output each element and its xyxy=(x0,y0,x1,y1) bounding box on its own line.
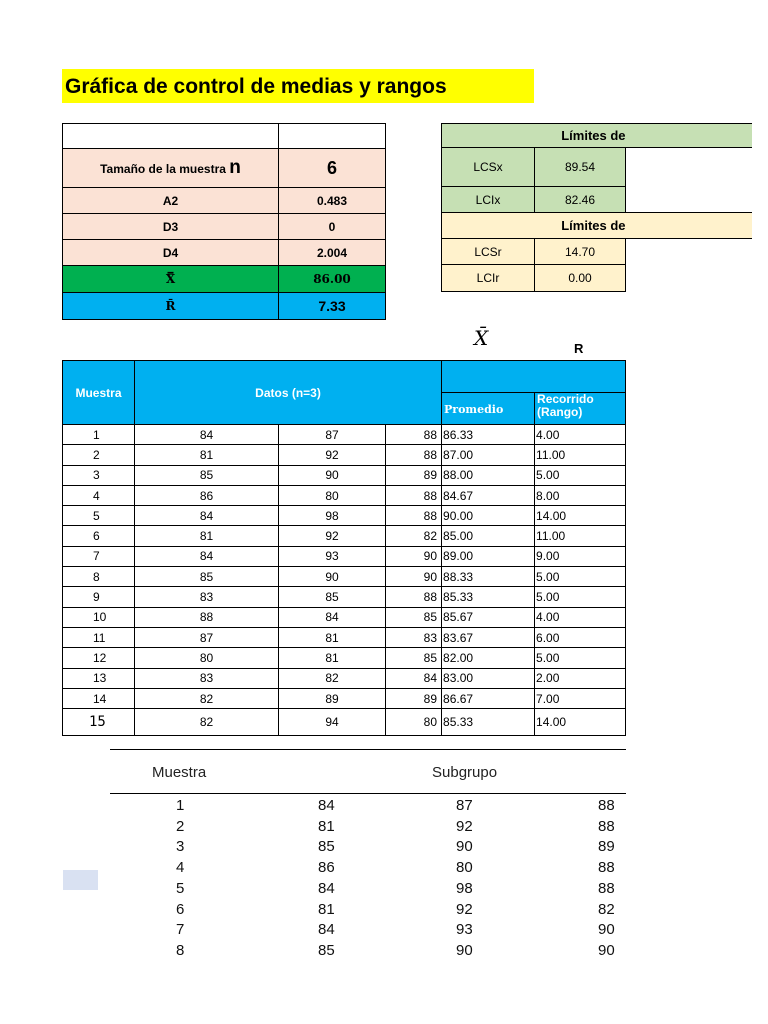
sample-range[interactable]: 6.00 xyxy=(535,627,626,647)
data-value-3[interactable]: 88 xyxy=(386,485,442,505)
data-value-1[interactable]: 88 xyxy=(135,607,279,627)
params-empty-cell[interactable] xyxy=(279,124,386,149)
sample-range[interactable]: 4.00 xyxy=(535,425,626,445)
subgroup-value: 81 xyxy=(318,817,335,835)
list-item xyxy=(0,942,768,963)
subgroup-header-rule xyxy=(110,793,626,794)
xbar-value[interactable]: 86.00 xyxy=(279,266,386,293)
subgroup-header-subgrupo: Subgrupo xyxy=(432,764,498,781)
data-value-2[interactable]: 89 xyxy=(279,688,386,708)
data-value-1[interactable]: 82 xyxy=(135,709,279,736)
data-value-2[interactable]: 82 xyxy=(279,668,386,688)
subgroup-header-muestra: Muestra xyxy=(152,764,207,781)
subgroup-value: 90 xyxy=(456,838,473,856)
control-limits-table xyxy=(441,123,752,292)
table-row xyxy=(63,546,626,566)
rbar-value[interactable]: 7.33 xyxy=(279,293,386,320)
d3-label[interactable]: D3 xyxy=(63,214,279,240)
sample-size-label: Tamaño de la muestra xyxy=(100,162,226,176)
data-value-3[interactable]: 88 xyxy=(386,445,442,465)
data-value-1[interactable]: 85 xyxy=(135,465,279,485)
sample-data-table xyxy=(62,360,626,736)
sample-average[interactable]: 90.00 xyxy=(442,506,535,526)
header-recorrido[interactable]: Recorrido (Rango) xyxy=(535,393,626,425)
sample-number[interactable]: 4 xyxy=(63,485,135,505)
params-empty-cell[interactable] xyxy=(63,124,279,149)
page-title: Gráfica de control de medias y rangos xyxy=(62,69,534,103)
sample-range[interactable]: 5.00 xyxy=(535,567,626,587)
data-value-3[interactable]: 80 xyxy=(386,709,442,736)
lcsr-label[interactable]: LCSr xyxy=(442,239,535,265)
list-item xyxy=(0,901,768,922)
subgroup-value: 92 xyxy=(456,817,473,835)
sample-average[interactable]: 83.67 xyxy=(442,627,535,647)
table-row xyxy=(63,465,626,485)
lcsx-label[interactable]: LCSx xyxy=(442,148,535,187)
sample-average[interactable]: 85.33 xyxy=(442,587,535,607)
list-item xyxy=(0,818,768,839)
subgroup-top-rule xyxy=(110,749,626,750)
subgroup-value: 88 xyxy=(598,817,615,835)
sample-number[interactable]: 6 xyxy=(63,526,135,546)
subgroup-value: 90 xyxy=(598,921,615,939)
data-value-1[interactable]: 84 xyxy=(135,506,279,526)
sample-range[interactable]: 11.00 xyxy=(535,445,626,465)
subgroup-value: 88 xyxy=(598,797,615,814)
sample-number[interactable]: 10 xyxy=(63,607,135,627)
table-row xyxy=(63,709,626,736)
sample-number[interactable]: 11 xyxy=(63,627,135,647)
subgroup-sample-number: 2 xyxy=(176,817,185,835)
parameters-table xyxy=(62,123,386,320)
data-value-3[interactable]: 85 xyxy=(386,607,442,627)
sample-number[interactable]: 5 xyxy=(63,506,135,526)
data-value-1[interactable]: 83 xyxy=(135,587,279,607)
rbar-symbol[interactable]: R̄ xyxy=(63,293,279,320)
data-value-2[interactable]: 81 xyxy=(279,627,386,647)
subgroup-value: 93 xyxy=(456,921,473,939)
sample-average[interactable]: 88.00 xyxy=(442,465,535,485)
header-blank[interactable] xyxy=(442,361,626,393)
subgroup-value: 86 xyxy=(318,859,335,877)
sample-number[interactable]: 3 xyxy=(63,465,135,485)
sample-range[interactable]: 14.00 xyxy=(535,709,626,736)
sample-average[interactable]: 84.67 xyxy=(442,485,535,505)
table-row xyxy=(63,425,626,445)
subgroup-sample-number: 5 xyxy=(176,879,185,897)
sample-number[interactable]: 9 xyxy=(63,587,135,607)
xbar-column-symbol: X̄ xyxy=(474,326,489,350)
data-value-1[interactable]: 87 xyxy=(135,627,279,647)
x-limits-header[interactable]: Límites de xyxy=(442,124,752,148)
data-value-3[interactable]: 89 xyxy=(386,688,442,708)
subgroup-sample-number: 6 xyxy=(176,900,185,918)
sample-average[interactable]: 88.33 xyxy=(442,567,535,587)
d4-label[interactable]: D4 xyxy=(63,240,279,266)
data-value-2[interactable]: 92 xyxy=(279,445,386,465)
sample-range[interactable]: 7.00 xyxy=(535,688,626,708)
data-value-2[interactable]: 92 xyxy=(279,526,386,546)
subgroup-table-body xyxy=(0,796,768,959)
data-value-2[interactable]: 87 xyxy=(279,425,386,445)
list-item xyxy=(0,838,768,859)
sample-range[interactable]: 11.00 xyxy=(535,526,626,546)
table-row xyxy=(63,688,626,708)
list-item xyxy=(0,921,768,942)
table-row xyxy=(63,648,626,668)
subgroup-sample-number: 7 xyxy=(176,921,185,939)
table-row xyxy=(63,445,626,465)
subgroup-value: 92 xyxy=(456,900,473,918)
xbar-symbol[interactable]: X̿ xyxy=(63,266,279,293)
data-value-2[interactable]: 84 xyxy=(279,607,386,627)
data-value-2[interactable]: 98 xyxy=(279,506,386,526)
sample-number[interactable]: 13 xyxy=(63,668,135,688)
sample-average[interactable]: 86.67 xyxy=(442,688,535,708)
subgroup-value: 82 xyxy=(598,900,615,918)
subgroup-value: 90 xyxy=(598,941,615,959)
sample-size-value[interactable]: 6 xyxy=(279,149,386,188)
data-value-3[interactable]: 84 xyxy=(386,668,442,688)
data-value-3[interactable]: 88 xyxy=(386,506,442,526)
subgroup-value: 90 xyxy=(456,941,473,959)
table-row xyxy=(63,587,626,607)
sample-range[interactable]: 8.00 xyxy=(535,485,626,505)
sample-number[interactable]: 1 xyxy=(63,425,135,445)
data-value-2[interactable]: 94 xyxy=(279,709,386,736)
table-row xyxy=(63,668,626,688)
subgroup-value: 88 xyxy=(598,859,615,877)
subgroup-value: 80 xyxy=(456,859,473,877)
data-value-1[interactable]: 83 xyxy=(135,668,279,688)
sample-range[interactable]: 5.00 xyxy=(535,587,626,607)
data-value-2[interactable]: 85 xyxy=(279,587,386,607)
sample-average[interactable]: 85.67 xyxy=(442,607,535,627)
data-value-3[interactable]: 89 xyxy=(386,465,442,485)
data-value-3[interactable]: 90 xyxy=(386,546,442,566)
sample-range[interactable]: 14.00 xyxy=(535,506,626,526)
sample-range[interactable]: 5.00 xyxy=(535,648,626,668)
sample-size-label-cell[interactable] xyxy=(63,149,279,188)
d4-value[interactable]: 2.004 xyxy=(279,240,386,266)
table-row xyxy=(63,567,626,587)
subgroup-value: 85 xyxy=(318,838,335,856)
sample-average[interactable]: 86.33 xyxy=(442,425,535,445)
data-value-1[interactable]: 81 xyxy=(135,445,279,465)
data-value-2[interactable]: 90 xyxy=(279,567,386,587)
data-value-1[interactable]: 81 xyxy=(135,526,279,546)
sample-number[interactable]: 12 xyxy=(63,648,135,668)
sample-number[interactable]: 2 xyxy=(63,445,135,465)
sample-range[interactable]: 5.00 xyxy=(535,465,626,485)
sample-average[interactable]: 85.33 xyxy=(442,709,535,736)
subgroup-value: 89 xyxy=(598,838,615,856)
sample-number[interactable]: 14 xyxy=(63,688,135,708)
data-value-3[interactable]: 85 xyxy=(386,648,442,668)
table-row xyxy=(63,627,626,647)
data-value-1[interactable]: 82 xyxy=(135,688,279,708)
data-value-1[interactable]: 80 xyxy=(135,648,279,668)
data-value-2[interactable]: 93 xyxy=(279,546,386,566)
list-item xyxy=(0,797,768,818)
table-row xyxy=(63,506,626,526)
data-value-2[interactable]: 80 xyxy=(279,485,386,505)
subgroup-sample-number: 1 xyxy=(176,797,185,814)
sample-average[interactable]: 87.00 xyxy=(442,445,535,465)
data-value-1[interactable]: 85 xyxy=(135,567,279,587)
subgroup-value: 85 xyxy=(318,941,335,959)
table-row xyxy=(63,607,626,627)
a2-value[interactable]: 0.483 xyxy=(279,188,386,214)
header-promedio[interactable]: Promedio xyxy=(442,393,535,425)
table-row xyxy=(63,526,626,546)
data-value-2[interactable]: 81 xyxy=(279,648,386,668)
a2-label[interactable]: A2 xyxy=(63,188,279,214)
data-value-3[interactable]: 88 xyxy=(386,587,442,607)
data-value-1[interactable]: 84 xyxy=(135,425,279,445)
data-value-3[interactable]: 83 xyxy=(386,627,442,647)
header-datos[interactable]: Datos (n=3) xyxy=(135,361,442,425)
lcir-value[interactable]: 0.00 xyxy=(535,265,626,292)
table-row xyxy=(63,485,626,505)
subgroup-value: 98 xyxy=(456,879,473,897)
selected-cell[interactable] xyxy=(63,870,98,890)
data-value-3[interactable]: 90 xyxy=(386,567,442,587)
sample-number[interactable]: 7 xyxy=(63,546,135,566)
lcir-label[interactable]: LCIr xyxy=(442,265,535,292)
data-value-1[interactable]: 84 xyxy=(135,546,279,566)
list-item xyxy=(0,880,768,901)
sample-size-symbol: n xyxy=(229,157,241,178)
r-limits-header[interactable]: Límites de xyxy=(442,213,752,239)
subgroup-value: 84 xyxy=(318,879,335,897)
subgroup-sample-number: 4 xyxy=(176,859,185,877)
lcsr-value[interactable]: 14.70 xyxy=(535,239,626,265)
subgroup-value: 87 xyxy=(456,797,473,814)
sample-range[interactable]: 2.00 xyxy=(535,668,626,688)
list-item xyxy=(0,859,768,880)
sample-number[interactable]: 15 xyxy=(63,709,135,736)
sample-average[interactable]: 83.00 xyxy=(442,668,535,688)
sample-average[interactable]: 89.00 xyxy=(442,546,535,566)
header-muestra[interactable]: Muestra xyxy=(63,361,135,425)
sample-range[interactable]: 9.00 xyxy=(535,546,626,566)
subgroup-value: 84 xyxy=(318,797,335,814)
lcix-label[interactable]: LCIx xyxy=(442,187,535,213)
data-value-3[interactable]: 88 xyxy=(386,425,442,445)
range-column-symbol: R xyxy=(574,341,584,356)
sample-number[interactable]: 8 xyxy=(63,567,135,587)
subgroup-sample-number: 8 xyxy=(176,941,185,959)
d3-value[interactable]: 0 xyxy=(279,214,386,240)
data-value-1[interactable]: 86 xyxy=(135,485,279,505)
data-value-3[interactable]: 82 xyxy=(386,526,442,546)
subgroup-value: 88 xyxy=(598,879,615,897)
lcsx-value[interactable]: 89.54 xyxy=(535,148,626,187)
subgroup-value: 81 xyxy=(318,900,335,918)
subgroup-value: 84 xyxy=(318,921,335,939)
sample-range[interactable]: 4.00 xyxy=(535,607,626,627)
sample-average[interactable]: 82.00 xyxy=(442,648,535,668)
lcix-value[interactable]: 82.46 xyxy=(535,187,626,213)
data-value-2[interactable]: 90 xyxy=(279,465,386,485)
subgroup-sample-number: 3 xyxy=(176,838,185,856)
sample-average[interactable]: 85.00 xyxy=(442,526,535,546)
